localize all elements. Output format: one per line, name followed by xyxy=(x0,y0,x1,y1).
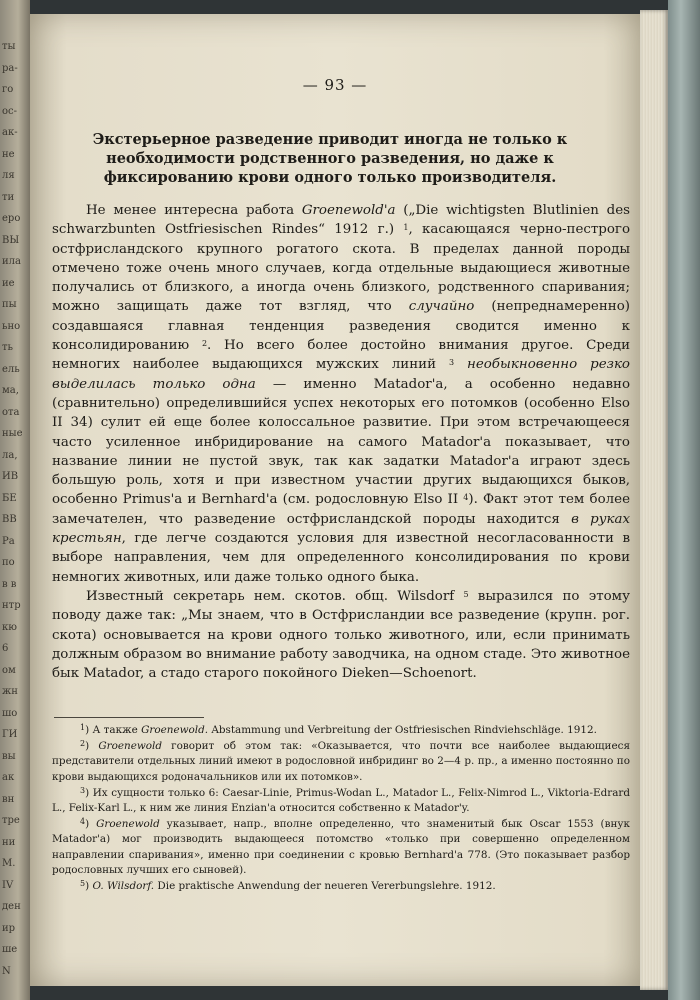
footnote-ref: 3 xyxy=(448,358,455,368)
footnote-prefix: А также xyxy=(92,724,142,736)
facing-page-fragment: ты xyxy=(2,41,16,52)
text-run: . Но всего более достойно внимания другое. Среди немногих наиболее выдающихся мужских линий xyxy=(52,338,630,373)
facing-page-fragment: ила xyxy=(2,256,21,267)
author-name: Groenewold'a xyxy=(301,203,396,218)
footnote-number: 3 xyxy=(80,785,86,795)
footnote-ref: 4 xyxy=(463,493,469,503)
paragraph-2 xyxy=(52,587,630,683)
emphasis: необыкновенно резко выделилась только одна xyxy=(52,357,630,392)
footnote-2: $^2$) Groenewold говорит об этом так: «Оказывается, что почти все наиболее выдающиеся представители отдельных линий имеют в родословной инбридинг во 2—4 р. пр., а именно постоянно по крови выдающихся родоначальников или их потомков». xyxy=(52,739,631,783)
footnote-divider xyxy=(54,717,204,718)
facing-page-fragment: ак- xyxy=(2,127,18,138)
facing-page-fragment: го xyxy=(2,84,14,95)
facing-page-fragment: ден xyxy=(2,901,21,912)
footnotes xyxy=(52,723,630,895)
facing-page-fragment: ше xyxy=(2,944,18,955)
facing-page-fragment: ИВ xyxy=(2,471,19,482)
footnote-author: Groenewold xyxy=(98,740,162,753)
facing-page-fragment: 6 xyxy=(2,643,9,654)
text-run: выразился по этому поводу даже так: „Мы знаем, что в Остфрисландии все разведение (крупн. рог. скота) основывается на крови одного только животного, или, если принимать должным образом во внимание работу заводчика, на одном стаде. Это животное бык Matador, а стадо старого покойного Dieken—Schoenort. xyxy=(52,588,630,682)
facing-page-fragment: ВВ xyxy=(2,514,17,525)
footnote-number: 1 xyxy=(80,723,86,732)
facing-page-fragment: нтр xyxy=(2,600,21,611)
emphasis: в руках крестьян xyxy=(52,511,630,547)
facing-page-fragment: ти xyxy=(2,191,15,203)
footnote-text: говорит об этом так: «Оказывается, что почти все наиболее выдающиеся представители отдельных линий имеют в родословной инбридинг во 2—4 р. пр., а именно постоянно по крови выдающихся родоначальников или их потомков». xyxy=(52,740,631,783)
footnote-ref: 2 xyxy=(201,339,208,349)
facing-page-fragment: ть xyxy=(2,342,13,353)
book-cover xyxy=(668,0,700,1000)
facing-page-fragment: N xyxy=(2,965,11,977)
facing-page-fragment: еро xyxy=(2,213,21,224)
facing-page-fragment: пы xyxy=(2,299,17,310)
text-run: — именно Matador'a, а особенно недавно (сравнительно) определившийся успех некоторых его потомков (особенно Elso II 34) сулит ей еще более колоссальное развитие. При этом встречающееся часто усиленное инбридирование на самого Matador'a показывает, что название линии не пустой звук, так как задатки Matador'a играют здесь большую роль, хотя и при известном участии других выдающихся быков, особенно Primus'a и Bernhard'a (см. родословную Elso II xyxy=(52,376,631,508)
footnote-4: $^4$) Groenewold указывает, напр., вполне определенно, что знаменитый бык Oscar 1553 (внук Matador'a) мог производить выдающееся потомство «только при совершенно определенном направлении спаривания», именно при соединении с кровью Bernhard'a 778. (Это показывает разбор родословных лучших его сыновей). xyxy=(52,817,630,876)
text-run: , касающаяся черно-пестрого остфрисландского крупного рогатого скота. В пределах данной породы отмечено тоже очень много случаев, когда отдельные выдающиеся животные получались от близкого, а иногда очень близкого, родственного спаривания; можно защищать даже тот взгляд, что xyxy=(52,222,630,315)
footnote-text: Die praktische Anwendung der neueren Vererbungslehre. 1912. xyxy=(154,880,496,893)
facing-page-fragment: в в xyxy=(2,578,17,590)
facing-page-fragment: БЕ xyxy=(2,492,17,504)
facing-page-fragment: ьно xyxy=(2,320,21,332)
facing-page-fragment: ота xyxy=(2,406,20,418)
page-number: — 93 — xyxy=(302,76,368,94)
facing-page-fragment: ель xyxy=(2,363,20,375)
facing-page-fragment: шо xyxy=(2,707,18,719)
facing-page-fragment: ом xyxy=(2,664,16,676)
facing-page-fragment: вн xyxy=(2,793,15,805)
footnote-text: Abstammung und Verbreitung der Ostfriesischen Rindviehschläge. 1912. xyxy=(208,724,597,736)
paragraph-1 xyxy=(52,201,630,587)
facing-page-fragment: ма, xyxy=(2,385,19,396)
footnote-number: 4 xyxy=(80,817,86,827)
footnote-5: $^5$) O. Wilsdorf. Die praktische Anwendung der neueren Vererbungslehre. 1912. xyxy=(80,879,496,893)
facing-page-fragment: по xyxy=(2,557,15,568)
section-heading: Экстерьерное разведение приводит иногда не только к необходимости родственного разведения, но даже к фиксированию крови одного только производителя. xyxy=(92,131,568,186)
footnote-1: $^1$) А также Groenewold. Abstammung und Verbreitung der Ostfriesischen Rindviehschläge. 1912. xyxy=(80,723,597,736)
facing-page-fragment: ни xyxy=(2,836,16,848)
facing-page-fragment: ие xyxy=(2,277,15,289)
facing-page-fragment: Ра xyxy=(2,535,15,547)
footnote-number: 2 xyxy=(80,739,86,749)
facing-page-fragment: ГИ xyxy=(2,729,18,740)
text-run: (непреднамеренно) создавшаяся главная тенденция разведения сводится именно к консолидированию xyxy=(52,299,630,354)
text-run: ). Факт этот тем более замечателен, что разведение остфрисландской породы находится xyxy=(52,492,630,527)
facing-page-edge xyxy=(0,0,30,1000)
facing-page-fragment: ла, xyxy=(2,449,18,461)
facing-page-fragment: вы xyxy=(2,750,16,762)
footnote-number: 5 xyxy=(80,879,86,889)
page-block-edges xyxy=(640,10,668,990)
footnote-3: $^3$) Их сущности только 6: Caesar-Linie, Primus-Wodan L., Matador L., Felix-Nimrod L., Viktoria-Edrard L., Felix-Karl L., к ним же линия Enzian'a относится собственно к Matador'y. xyxy=(52,785,631,815)
facing-page-fragment: ос- xyxy=(2,105,17,117)
facing-page-fragment: М. xyxy=(2,858,16,869)
book-page xyxy=(30,14,640,986)
text-run: Не менее интересна работа xyxy=(86,203,302,218)
footnote-author: Groenewold. xyxy=(141,724,209,736)
facing-page-fragment: кю xyxy=(2,621,17,633)
body-text xyxy=(52,201,630,683)
facing-page-fragment: ля xyxy=(2,170,15,181)
facing-page-fragment: жн xyxy=(2,686,18,697)
facing-page-fragment: ир xyxy=(2,922,16,934)
facing-page-fragment: ра- xyxy=(2,62,18,74)
footnote-author: O. Wilsdorf. xyxy=(92,880,155,893)
text-run: , где легче создаются условия для известной несогласованности в выборе направления, чем для определенного консолидирования по крови немногих животных, или даже только одного быка. xyxy=(52,531,630,585)
footnote-ref: 1 xyxy=(403,223,409,233)
facing-page-fragment: ак xyxy=(2,772,15,783)
emphasis: случайно xyxy=(408,299,475,315)
facing-page-fragment: ВЫ xyxy=(2,234,20,246)
text-run: Известный секретарь нем. скотов. общ. Wilsdorf xyxy=(86,588,464,604)
text-run: („Die wichtigsten Blutlinien des schwarzbunten Ostfriesischen Rindes“ 1912 г.) xyxy=(52,203,630,238)
facing-page-fragment: тре xyxy=(2,815,20,826)
footnote-text: Их сущности только 6: Caesar-Linie, Primus-Wodan L., Matador L., Felix-Nimrod L., Viktoria-Edrard L., Felix-Karl L., к ним же линия Enzian'a относится собственно к Matador'y. xyxy=(52,786,631,815)
facing-page-fragment: ные xyxy=(2,428,23,439)
facing-page-fragment: не xyxy=(2,148,15,160)
footnote-ref: 5 xyxy=(463,589,469,599)
footnote-text: указывает, напр., вполне определенно, что знаменитый бык Oscar 1553 (внук Matador'a) мог производить выдающееся потомство «только при совершенно определенном направлении спаривания», именно при соединении с кровью Bernhard'a 778. (Это показывает разбор родословных лучших его сыновей). xyxy=(52,818,630,876)
footnote-author: Groenewold xyxy=(96,818,160,831)
facing-page-fragment: IV xyxy=(2,879,14,891)
